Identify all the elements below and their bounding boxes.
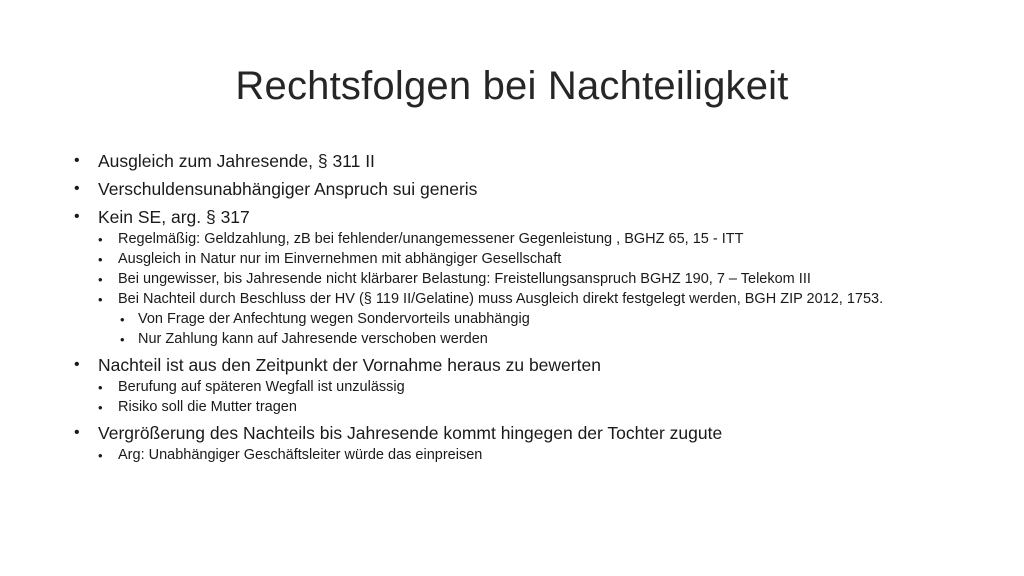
sub-bullet-item: [98, 399, 934, 416]
bullet-item: [74, 206, 934, 228]
bullet-icon: •: [98, 448, 103, 463]
bullet-text: Ausgleich in Natur nur im Einvernehmen mit abhängiger Gesellschaft: [118, 251, 562, 267]
bullet-text: Bei Nachteil durch Beschluss der HV (§ 119 II/Gelatine) muss Ausgleich direkt festgelegt werden, BGH ZIP 2012, 1753.: [118, 291, 884, 307]
bullet-text: Regelmäßig: Geldzahlung, zB bei fehlender/unangemessener Gegenleistung , BGHZ 65, 15 - ITT: [118, 231, 744, 247]
bullet-text: Ausgleich zum Jahresende, § 311 II: [98, 151, 375, 171]
bullet-text: Nachteil ist aus den Zeitpunkt der Vornahme heraus zu bewerten: [98, 355, 601, 375]
bullet-text: Bei ungewisser, bis Jahresende nicht klärbarer Belastung: Freistellungsanspruch BGHZ 190, 7 – Telekom III: [118, 271, 811, 287]
bullet-icon: •: [74, 152, 80, 169]
bullet-text: Arg: Unabhängiger Geschäftsleiter würde das einpreisen: [118, 447, 483, 463]
bullet-text: Von Frage der Anfechtung wegen Sondervorteils unabhängig: [138, 311, 530, 327]
bullet-icon: •: [74, 208, 80, 225]
bullet-item: [74, 178, 934, 200]
bullet-icon: •: [98, 292, 103, 307]
bullet-text: Nur Zahlung kann auf Jahresende verschoben werden: [138, 331, 488, 347]
bullet-list: [74, 150, 934, 464]
sub-sub-bullet-item: [120, 311, 934, 328]
bullet-icon: •: [74, 180, 80, 197]
bullet-icon: •: [120, 312, 125, 327]
bullet-icon: •: [120, 332, 125, 347]
sub-list: [98, 379, 934, 416]
bullet-icon: •: [74, 424, 80, 441]
sub-list: [98, 231, 934, 348]
sub-sub-bullet-item: [120, 331, 934, 348]
bullet-text: Risiko soll die Mutter tragen: [118, 399, 297, 415]
slide-title: Rechtsfolgen bei Nachteiligkeit: [235, 64, 789, 108]
bullet-item: [74, 354, 934, 376]
bullet-item: [74, 150, 934, 172]
sub-bullet-item: [98, 251, 934, 268]
bullet-text: Verschuldensunabhängiger Anspruch sui generis: [98, 179, 478, 199]
sub-bullet-item: [98, 379, 934, 396]
sub-list: [98, 447, 934, 464]
bullet-icon: •: [98, 380, 103, 395]
sub-bullet-item: [98, 447, 934, 464]
bullet-icon: •: [98, 400, 103, 415]
bullet-icon: •: [98, 272, 103, 287]
sub-bullet-item: [98, 271, 934, 288]
bullet-icon: •: [74, 356, 80, 373]
bullet-text: Vergrößerung des Nachteils bis Jahresende kommt hingegen der Tochter zugute: [98, 423, 723, 443]
bullet-icon: •: [98, 252, 103, 267]
bullet-text: Kein SE, arg. § 317: [98, 207, 250, 227]
bullet-text: Berufung auf späteren Wegfall ist unzulässig: [118, 379, 405, 395]
sub-sub-list: [120, 311, 934, 348]
sub-bullet-item: [98, 291, 934, 308]
bullet-icon: •: [98, 232, 103, 247]
bullet-item: [74, 422, 934, 444]
sub-bullet-item: [98, 231, 934, 248]
